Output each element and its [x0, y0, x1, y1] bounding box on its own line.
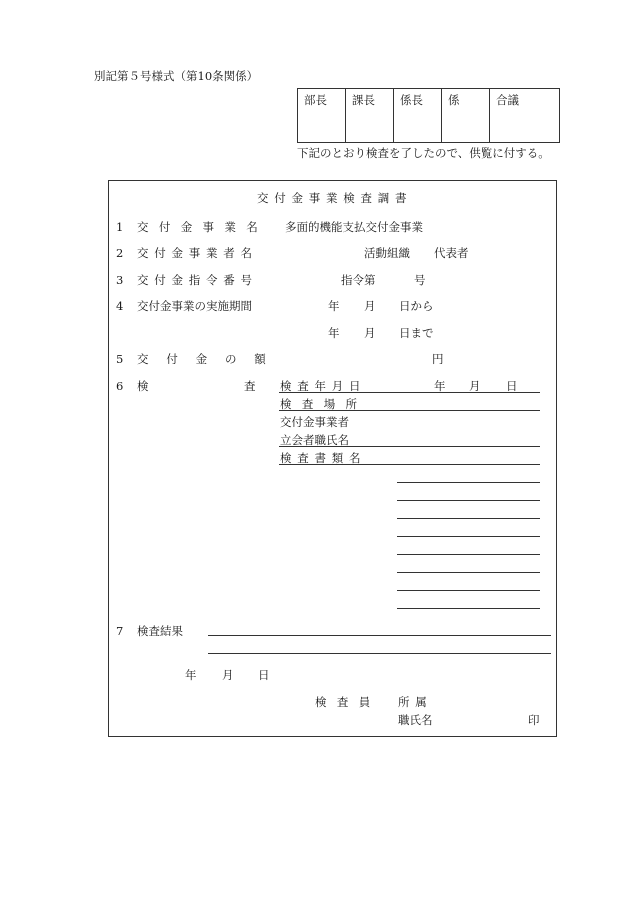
approval-cell-bucho: 部長 [298, 89, 346, 143]
item-7-number: 7 [116, 624, 124, 638]
item-1-number: 1 [116, 220, 124, 234]
item-3-suffix: 号 [414, 273, 426, 287]
form-label: 別記第５号様式（第10条関係） [94, 69, 259, 83]
document-line [397, 500, 540, 501]
document-line [397, 590, 540, 591]
inspector-label: 検査員 [315, 695, 381, 709]
item-6-label-a: 検 [137, 379, 149, 393]
document-line [397, 554, 540, 555]
approval-cell-kakaricho: 係長 [394, 89, 442, 143]
item-4-number: 4 [116, 299, 124, 313]
item-4-label: 交付金事業の実施期間 [137, 299, 252, 313]
period-to-day: 日まで [399, 326, 434, 340]
item-6-label-b: 査 [244, 379, 256, 393]
period-to-month: 月 [364, 326, 376, 340]
documents-label: 検査書類名 [280, 451, 367, 465]
witness-label: 立会者職氏名 [280, 433, 349, 447]
item-3-number: 3 [116, 273, 124, 287]
documents-underline [279, 464, 540, 465]
item-6-number: 6 [116, 379, 124, 393]
inspection-place-underline [279, 410, 540, 411]
item-1-value: 多面的機能支払交付金事業 [285, 220, 423, 234]
inspection-date-label: 検査年月日 [280, 379, 367, 393]
submission-note: 下記のとおり検査を了したので、供覧に付する。 [297, 146, 550, 160]
approval-cell-kacho: 課長 [346, 89, 394, 143]
item-2-org: 活動組織 [364, 246, 410, 260]
document-line [397, 518, 540, 519]
grantee-label: 交付金事業者 [280, 415, 349, 429]
period-from-month: 月 [364, 299, 376, 313]
period-from-year: 年 [328, 299, 340, 313]
name-title-label: 職氏名 [398, 713, 433, 727]
item-2-rep: 代表者 [434, 246, 469, 260]
approval-cell-gogi: 合議 [490, 89, 560, 143]
footer-date-day: 日 [258, 668, 270, 682]
item-2-label: 交付金事業者名 [137, 246, 258, 260]
document-line [397, 482, 540, 483]
item-3-label: 交付金指令番号 [137, 273, 258, 287]
inspection-place-label: 検査場所 [280, 397, 368, 411]
item-7-label: 検査結果 [137, 624, 183, 638]
inspection-date-month: 月 [469, 379, 481, 393]
result-line [208, 653, 551, 654]
footer-date-month: 月 [222, 668, 234, 682]
approval-stamp-table [297, 88, 560, 143]
document-line [397, 536, 540, 537]
item-2-number: 2 [116, 246, 124, 260]
witness-underline [279, 446, 540, 447]
item-5-label: 交付金の額 [137, 352, 284, 366]
inspection-date-underline [279, 392, 540, 393]
item-1-label: 交付金事業名 [137, 220, 269, 234]
item-3-prefix: 指令第 [341, 273, 376, 287]
item-5-unit: 円 [432, 352, 444, 366]
period-to-year: 年 [328, 326, 340, 340]
document-line [397, 608, 540, 609]
item-5-number: 5 [116, 352, 124, 366]
affiliation-label: 所属 [398, 695, 433, 709]
seal-label: 印 [528, 713, 540, 727]
period-from-day: 日から [399, 299, 434, 313]
inspection-date-year: 年 [434, 379, 446, 393]
doc-title: 交付金事業検査調書 [257, 191, 413, 205]
document-line [397, 572, 540, 573]
approval-cell-kakari: 係 [442, 89, 490, 143]
result-line [208, 635, 551, 636]
inspection-date-day: 日 [506, 379, 518, 393]
footer-date-year: 年 [185, 668, 197, 682]
